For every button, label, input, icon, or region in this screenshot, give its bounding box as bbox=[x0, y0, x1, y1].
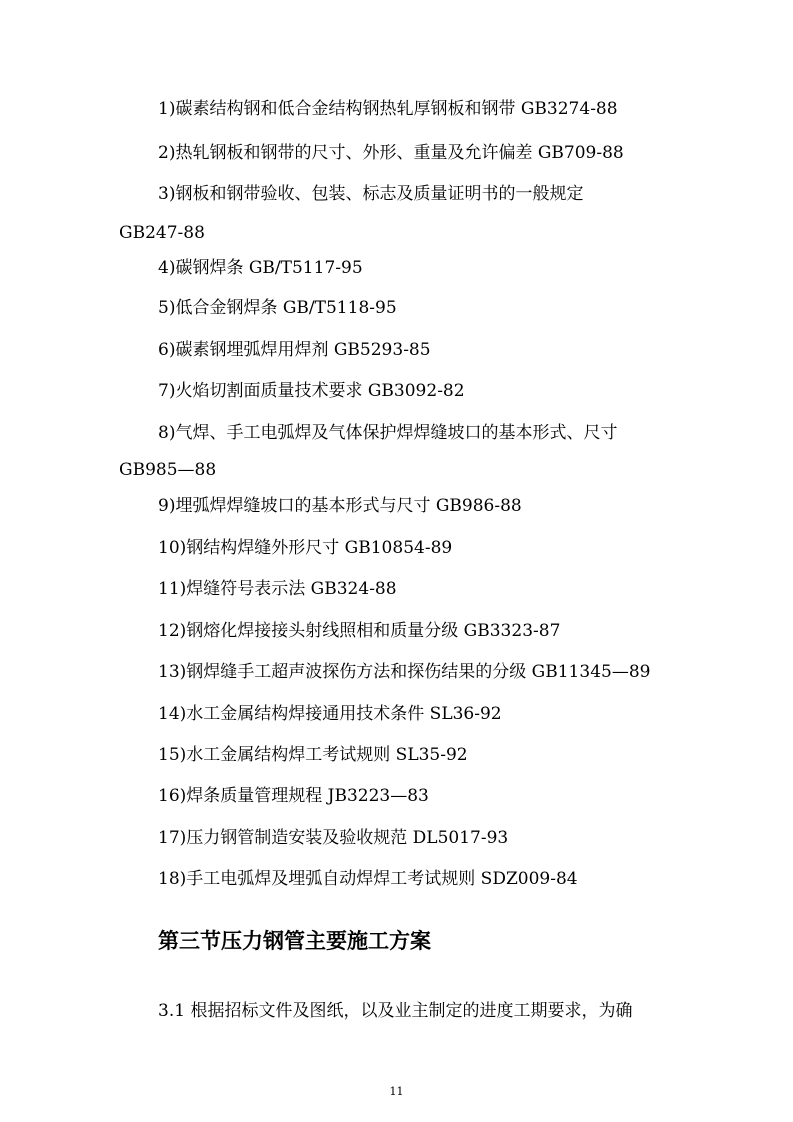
standard-item-3-continued: GB247-88 bbox=[119, 223, 205, 243]
standard-item-7: 7)火焰切割面质量技术要求 GB3092-82 bbox=[158, 381, 465, 401]
standard-item-18: 18)手工电弧焊及埋弧自动焊焊工考试规则 SDZ009-84 bbox=[158, 869, 578, 889]
page-number: 11 bbox=[389, 1085, 404, 1098]
standard-item-11: 11)焊缝符号表示法 GB324-88 bbox=[158, 579, 397, 599]
standard-item-15: 15)水工金属结构焊工考试规则 SL35-92 bbox=[158, 745, 468, 765]
standard-item-2: 2)热轧钢板和钢带的尺寸、外形、重量及允许偏差 GB709-88 bbox=[158, 143, 624, 163]
section-heading: 第三节压力钢管主要施工方案 bbox=[158, 928, 431, 953]
standard-item-6: 6)碳素钢埋弧焊用焊剂 GB5293-85 bbox=[158, 340, 431, 360]
standard-item-17: 17)压力钢管制造安装及验收规范 DL5017-93 bbox=[158, 828, 509, 848]
standard-item-13: 13)钢焊缝手工超声波探伤方法和探伤结果的分级 GB11345—89 bbox=[158, 662, 651, 682]
standard-item-4: 4)碳钢焊条 GB/T5117-95 bbox=[158, 258, 363, 278]
standard-item-8: 8)气焊、手工电弧焊及气体保护焊焊缝坡口的基本形式、尺寸 bbox=[158, 423, 618, 443]
standard-item-14: 14)水工金属结构焊接通用技术条件 SL36-92 bbox=[158, 704, 502, 724]
standard-item-9: 9)埋弧焊焊缝坡口的基本形式与尺寸 GB986-88 bbox=[158, 496, 522, 516]
standard-item-12: 12)钢熔化焊接接头射线照相和质量分级 GB3323-87 bbox=[158, 621, 561, 641]
standard-item-5: 5)低合金钢焊条 GB/T5118-95 bbox=[158, 298, 397, 318]
body-paragraph: 3.1 根据招标文件及图纸，以及业主制定的进度工期要求，为确 bbox=[158, 1001, 633, 1021]
standard-item-10: 10)钢结构焊缝外形尺寸 GB10854-89 bbox=[158, 538, 453, 558]
standard-item-8-continued: GB985—88 bbox=[119, 460, 217, 480]
standard-item-16: 16)焊条质量管理规程 JB3223—83 bbox=[158, 786, 429, 806]
standard-item-1: 1)碳素结构钢和低合金结构钢热轧厚钢板和钢带 GB3274-88 bbox=[158, 99, 618, 119]
standard-item-3: 3)钢板和钢带验收、包装、标志及质量证明书的一般规定 bbox=[158, 184, 584, 204]
